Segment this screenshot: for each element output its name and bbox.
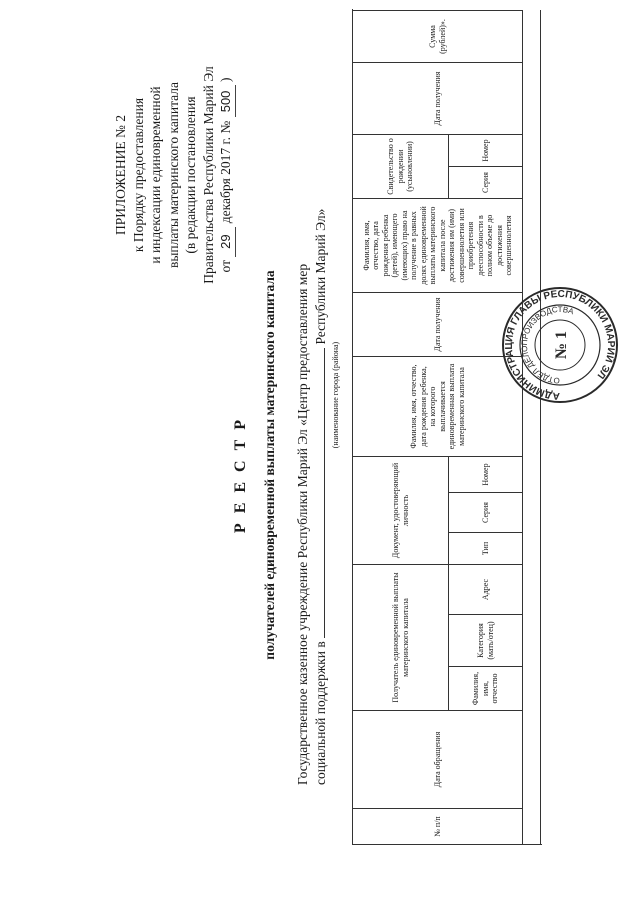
header-doc-type: Тип (449, 532, 523, 564)
header-category: Категория (мать/отец) (449, 614, 523, 666)
header-other-children: Фамилия, имя, отчество, дата рождения ребенка (детей), имеющего (имеющих) право на получение в равных долях единовременной выплаты материнского капитала после достижения им (ими) совершеннолетия или приобретения дееспособности в полном объеме до достижения совершеннолетия (353, 198, 523, 292)
organization-line1: Государственное казенное учреждение Республики Марий Эл «Центр предоставления мер (295, 263, 310, 785)
header-sum: Сумма (рублей)». (353, 10, 523, 62)
header-cert-series: Серия (449, 166, 523, 198)
stamp-center-text: № 1 (553, 330, 570, 360)
handwritten-number: 500 (217, 85, 236, 117)
header-date-receipt: Дата получения (353, 292, 523, 356)
appendix-line: и индексации единовременной (148, 86, 163, 264)
city-blank (312, 348, 325, 638)
header-doc-series: Серия (449, 492, 523, 532)
header-doc-number: Номер (449, 456, 523, 492)
stamp-graphic (500, 285, 620, 405)
appendix-date-line: от 29 декабря 2017 г. № 500 ) (217, 45, 236, 305)
appendix-line: Правительства Республики Марий Эл (200, 66, 216, 284)
city-caption: (наименование города (района) (331, 341, 340, 449)
header-cert-number: Номер (449, 134, 523, 166)
document-title: Р Е Е С Т Р (232, 416, 249, 534)
header-document-group: Документ, удостоверяющий личность (353, 456, 449, 564)
handwritten-day: 29 (217, 227, 236, 257)
header-certificate-group: Свидетельство о рождении (усыновлении) (353, 134, 449, 198)
appendix-title: ПРИЛОЖЕНИЕ № 2 (113, 114, 128, 236)
header-num: № п/п (353, 808, 523, 844)
appendix-line: к Порядку предоставления (130, 97, 146, 253)
stamp-inner-text: ОТДЕЛ ДЕЛОПРОИЗВОДСТВА (519, 304, 575, 386)
official-stamp (500, 285, 620, 405)
appendix-line: (в редакции постановления (183, 96, 198, 254)
header-date-receipt-2: Дата получения (353, 62, 523, 134)
header-fio: Фамилия, имя, отчество (449, 666, 523, 710)
header-date-request: Дата обращения (353, 710, 523, 808)
appendix-block (112, 45, 236, 305)
header-address: Адрес (449, 564, 523, 614)
header-child: Фамилия, имя, отчество, дата рождения ребенка, на которого выплачивается единовременная выплата материнского капитала (353, 356, 523, 456)
stamp-ring-text: АДМИНИСТРАЦИЯ ГЛАВЫ РЕСПУБЛИКИ МАРИЙ ЭЛ (503, 288, 617, 402)
registry-table (352, 9, 542, 845)
table-row (523, 10, 541, 844)
organization-line2: социальной поддержки в Республики Марий Эл» (313, 208, 328, 785)
header-recipient-group: Получатель единовременной выплаты материнского капитала (353, 564, 449, 710)
appendix-line: выплаты материнского капитала (165, 81, 181, 269)
document-subtitle: получателей единовременной выплаты материнского капитала (262, 270, 277, 660)
